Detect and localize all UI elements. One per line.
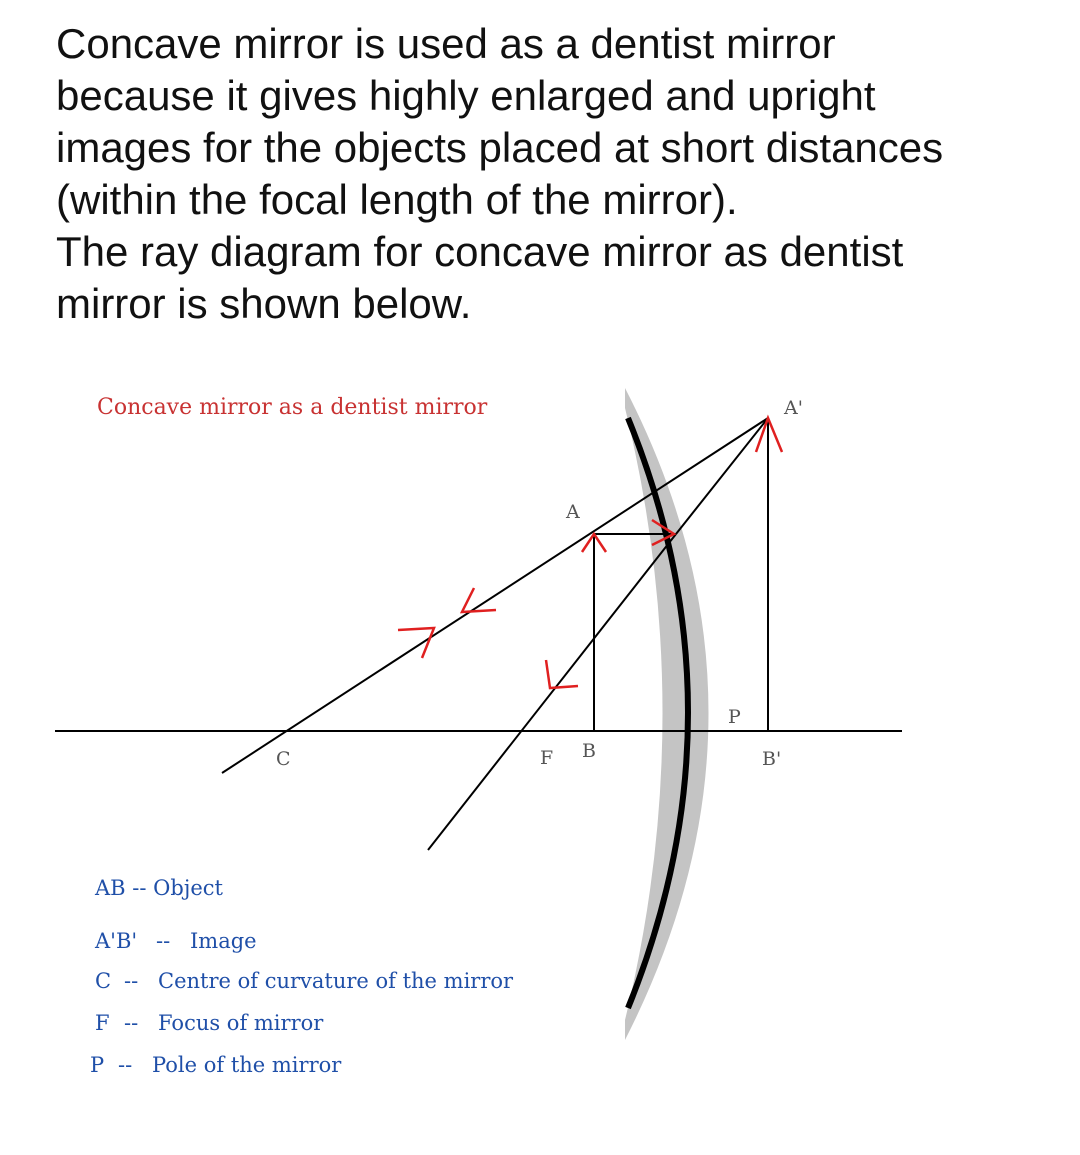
legend-sep: -- <box>132 876 154 900</box>
arrow-ray-reflected <box>462 588 496 612</box>
explanation-line: images for the objects placed at short distances <box>56 124 944 171</box>
label-b: B <box>582 740 596 762</box>
explanation-line: (within the focal length of the mirror). <box>56 176 738 223</box>
legend-item <box>95 1011 324 1035</box>
legend-key: F <box>95 1011 110 1035</box>
arrow-ray-incident <box>398 628 434 658</box>
explanation-line: because it gives highly enlarged and upright <box>56 72 876 119</box>
label-a: A <box>566 501 580 523</box>
label-a-prime: A' <box>784 397 803 419</box>
legend-key: C <box>95 969 112 993</box>
diagram-title: Concave mirror as a dentist mirror <box>97 395 488 420</box>
legend-text: Focus of mirror <box>158 1011 324 1035</box>
explanation-line: The ray diagram for concave mirror as dentist <box>56 228 904 275</box>
legend-sep: -- <box>124 1011 139 1035</box>
legend-item <box>90 1053 342 1077</box>
svg-text:F -- Focus of <box>95 1011 324 1035</box>
label-c: C <box>276 748 291 770</box>
explanation-line: Concave mirror is used as a dentist mirror <box>56 20 836 67</box>
legend-text: Image <box>190 929 257 953</box>
legend-text: Centre of curvature of the mirror <box>158 969 514 993</box>
label-b-prime: B' <box>762 748 782 770</box>
legend-item <box>94 929 257 953</box>
mirror-backing <box>625 388 709 1040</box>
legend-text: Object <box>153 876 223 900</box>
legend-item <box>95 969 514 993</box>
svg-text:AB -- Object <box>94 876 224 900</box>
legend-sep: -- <box>156 929 171 953</box>
explanation-line: mirror is shown below. <box>56 280 472 327</box>
legend-sep: -- <box>124 969 139 993</box>
label-f: F <box>540 747 554 769</box>
legend-sep: -- <box>118 1053 133 1077</box>
legend-text: Pole of the mirror <box>152 1053 342 1077</box>
svg-text:P -- Pole of t <box>90 1053 342 1077</box>
legend-key: A'B' <box>95 929 138 953</box>
svg-text:C -- Centre of <box>95 969 514 993</box>
legend <box>90 876 514 1077</box>
legend-key: P <box>90 1053 105 1077</box>
virtual-ray <box>676 418 768 534</box>
svg-text:A'B' -- Image <box>94 929 257 953</box>
ray-through-focus <box>428 534 676 850</box>
legend-key: AB <box>95 876 126 900</box>
label-p: P <box>728 706 741 728</box>
legend-item <box>94 876 224 900</box>
